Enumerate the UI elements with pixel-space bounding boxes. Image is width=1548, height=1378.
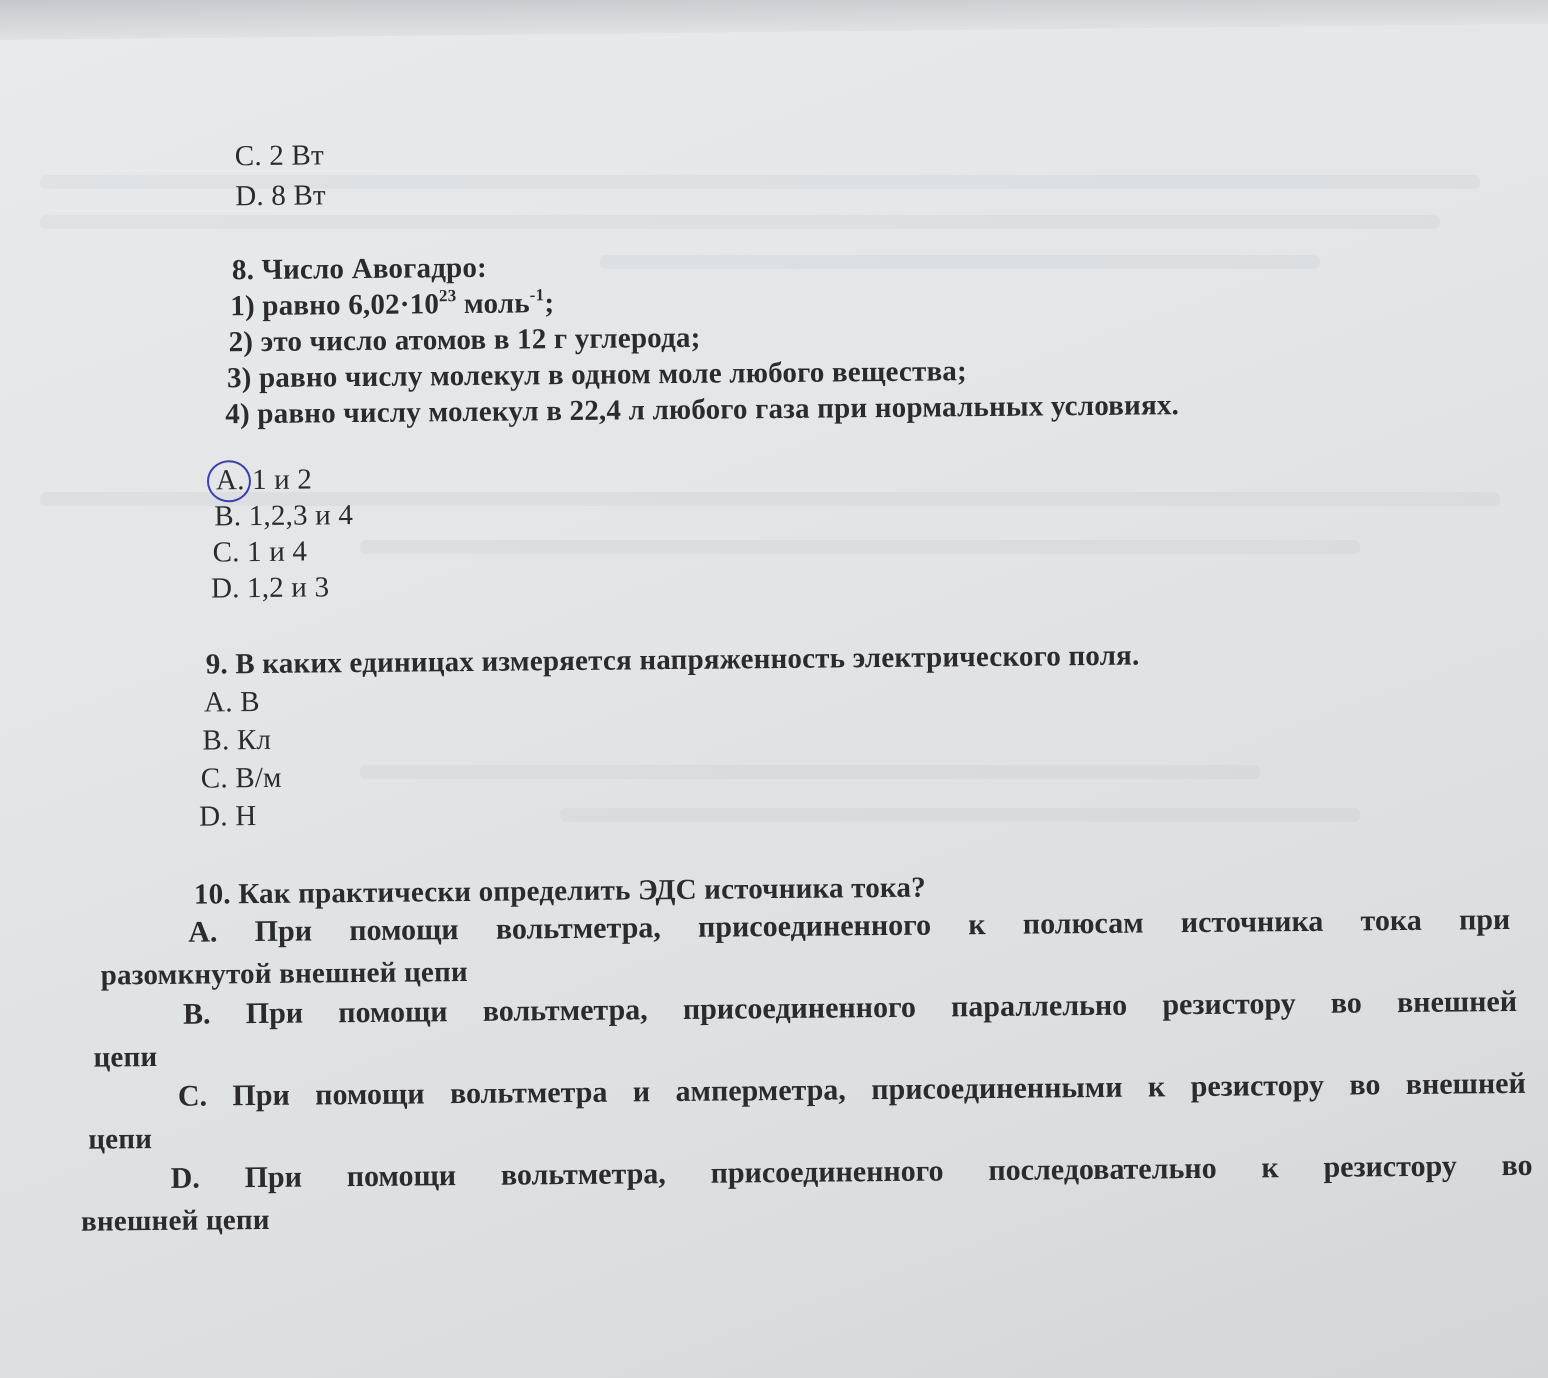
q8-option-d: D. 1,2 и 3 <box>210 571 330 605</box>
q7-option-d: D. 8 Вт <box>235 179 326 213</box>
q9-option-a: A. В <box>203 685 260 719</box>
q10-title: 10. Как практически определить ЭДС источника тока? <box>193 871 926 911</box>
q8-statement-4: 4) равно числу молекул в 22,4 л любого газа при нормальных условиях. <box>225 389 1180 431</box>
q8-statement-2: 2) это число атомов в 12 г углерода; <box>228 321 701 359</box>
q9-title: 9. В каких единицах измеряется напряженность электрического поля. <box>205 639 1140 681</box>
q8-option-b: B. 1,2,3 и 4 <box>214 499 354 533</box>
q10-option-a-line-2: разомкнутой внешней цепи <box>100 956 468 992</box>
q8-statement-1 <box>230 286 554 323</box>
q8-statement-1-unit: моль <box>456 287 530 321</box>
q10-option-d-line-2: внешней цепи <box>80 1203 270 1238</box>
q8-statement-1-end: ; <box>544 287 555 320</box>
q10-option-b-line-1: В. При помощи вольтметра, присоединенного параллельно резистору во внешней <box>182 984 1518 1031</box>
q10-option-c-line-2: цепи <box>88 1123 153 1156</box>
q8-statement-1-text: 1) равно 6,02·10 <box>230 288 440 323</box>
q9-option-d: D. Н <box>199 800 257 833</box>
q10-option-d-line-1: D. При помощи вольтметра, присоединенного последовательно к резистору во <box>170 1148 1533 1195</box>
q10-option-c-line-1: С. При помощи вольтметра и амперметра, присоединенными к резистору во внешней <box>177 1066 1526 1113</box>
q9-option-c: C. В/м <box>200 761 282 795</box>
q9-option-b: B. Кл <box>202 723 272 757</box>
q7-option-c: C. 2 Вт <box>234 139 325 173</box>
q10-option-a-line-1: А. При помощи вольтметра, присоединенного к полюсам источника тока при <box>188 903 1511 949</box>
q8-option-c: C. 1 и 4 <box>212 535 308 569</box>
q8-statement-1-exponent: 23 <box>438 286 457 306</box>
q8-statement-1-unit-exponent: -1 <box>529 285 545 305</box>
q10-option-b-line-2: цепи <box>93 1040 158 1074</box>
q8-option-a: A. 1 и 2 <box>215 463 313 497</box>
q8-statement-3: 3) равно числу молекул в одном моле любого вещества; <box>226 355 968 395</box>
q8-title: 8. Число Авогадро: <box>231 251 488 287</box>
